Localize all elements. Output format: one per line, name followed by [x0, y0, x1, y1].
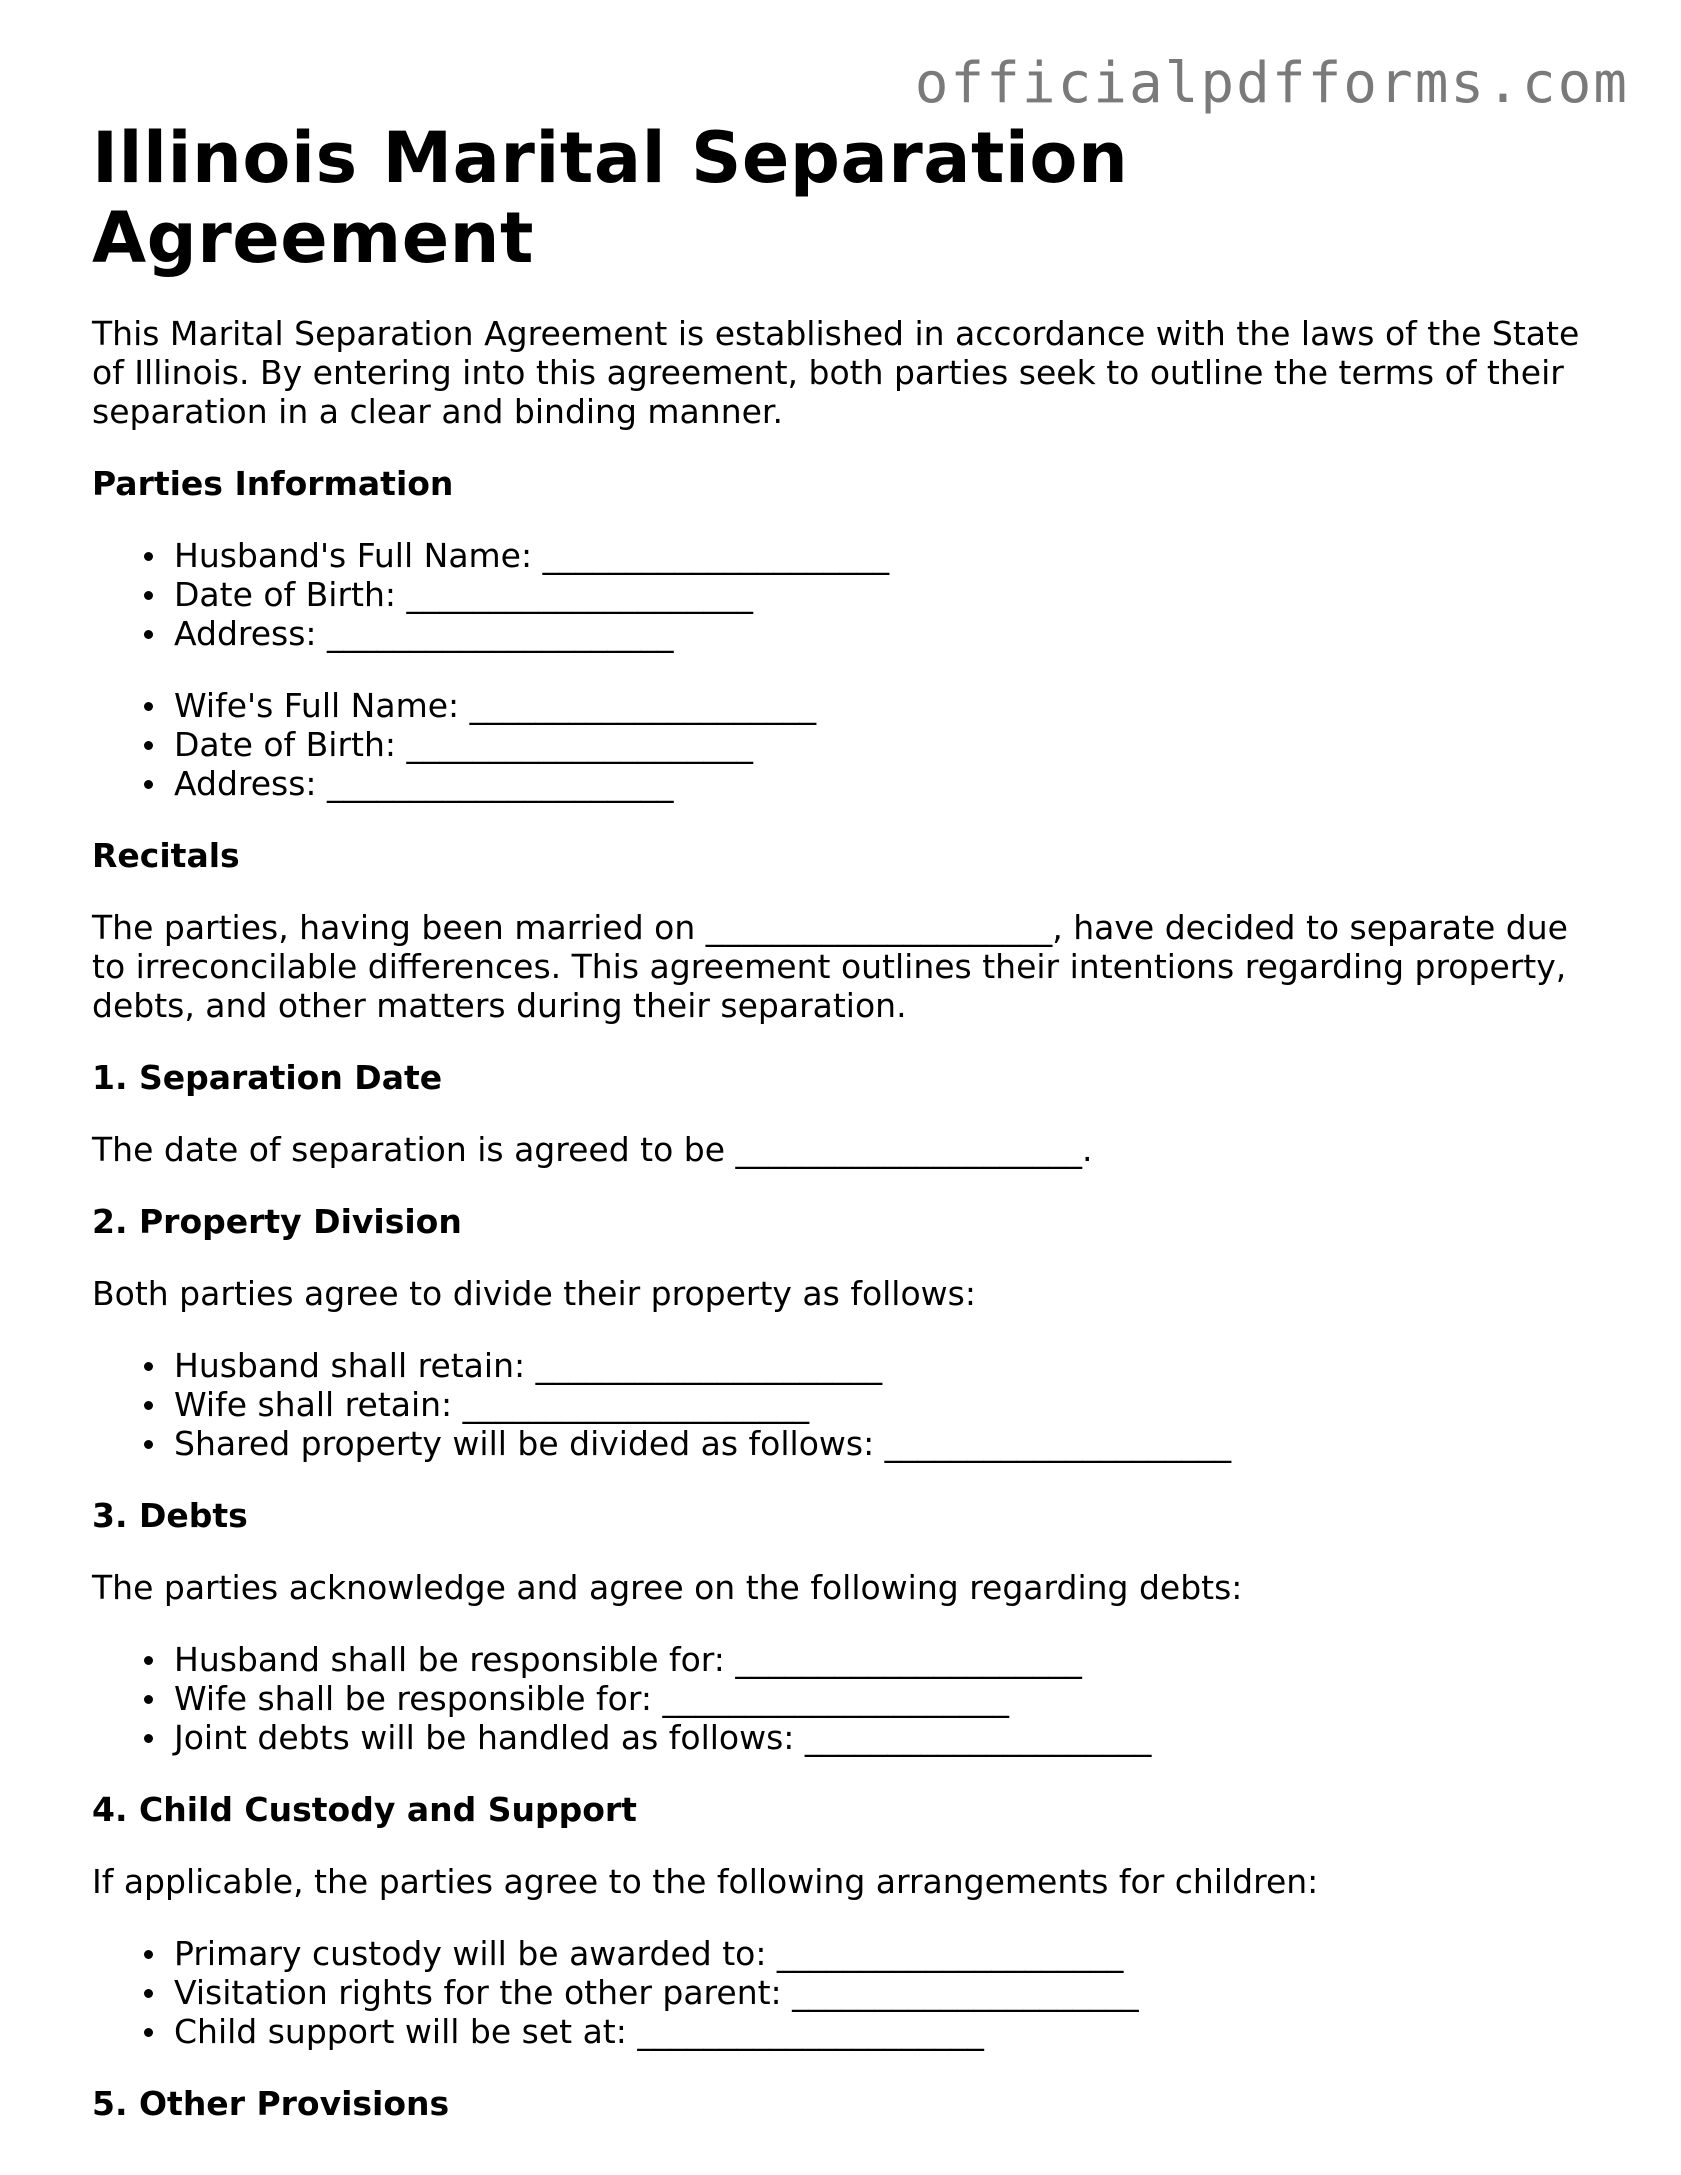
recitals-heading: Recitals [92, 836, 240, 875]
parties-heading: Parties Information [92, 464, 454, 503]
list-item: Husband's Full Name: _____________________ [174, 536, 1592, 575]
separation-date-paragraph: The date of separation is agreed to be _____________________. [92, 1130, 1093, 1169]
list-item: Wife's Full Name: _____________________ [174, 686, 1592, 725]
intro-paragraph: This Marital Separation Agreement is established in accordance with the laws of the State of Illinois. By entering into this agreement, both parties seek to outline the terms of their separation in a clear and binding manner. [92, 314, 1580, 431]
list-item: Date of Birth: _____________________ [174, 725, 1592, 764]
document-page [92, 118, 1592, 2123]
list-item: Joint debts will be handled as follows: _____________________ [174, 1718, 1592, 1757]
wife-info-list [92, 686, 1592, 803]
recitals-paragraph: The parties, having been married on _____________________, have decided to separate due to irreconcilable differences. This agreement outlines their intentions regarding property, debts, and other matters during their separation. [92, 908, 1568, 1025]
property-division-paragraph: Both parties agree to divide their property as follows: [92, 1274, 976, 1313]
list-item: Date of Birth: _____________________ [174, 575, 1592, 614]
other-provisions-heading: 5. Other Provisions [92, 2084, 450, 2123]
separation-date-heading: 1. Separation Date [92, 1058, 443, 1097]
list-item: Husband shall be responsible for: _____________________ [174, 1640, 1592, 1679]
list-item: Child support will be set at: _____________________ [174, 2012, 1592, 2051]
child-custody-paragraph: If applicable, the parties agree to the following arrangements for children: [92, 1862, 1319, 1901]
list-item: Wife shall retain: _____________________ [174, 1385, 1592, 1424]
list-item: Address: _____________________ [174, 764, 1592, 803]
property-division-list [92, 1346, 1592, 1463]
child-custody-list [92, 1934, 1592, 2051]
document-title: Illinois Marital Separation Agreement [92, 117, 1129, 279]
property-division-heading: 2. Property Division [92, 1202, 462, 1241]
husband-info-list [92, 536, 1592, 653]
list-item: Wife shall be responsible for: _____________________ [174, 1679, 1592, 1718]
list-item: Husband shall retain: _____________________ [174, 1346, 1592, 1385]
list-item: Primary custody will be awarded to: _____________________ [174, 1934, 1592, 1973]
watermark: officialpdfforms.com [914, 51, 1629, 116]
debts-paragraph: The parties acknowledge and agree on the following regarding debts: [92, 1568, 1243, 1607]
list-item: Shared property will be divided as follows: _____________________ [174, 1424, 1592, 1463]
debts-list [92, 1640, 1592, 1757]
list-item: Address: _____________________ [174, 614, 1592, 653]
child-custody-heading: 4. Child Custody and Support [92, 1790, 637, 1829]
list-item: Visitation rights for the other parent: _____________________ [174, 1973, 1592, 2012]
debts-heading: 3. Debts [92, 1496, 248, 1535]
